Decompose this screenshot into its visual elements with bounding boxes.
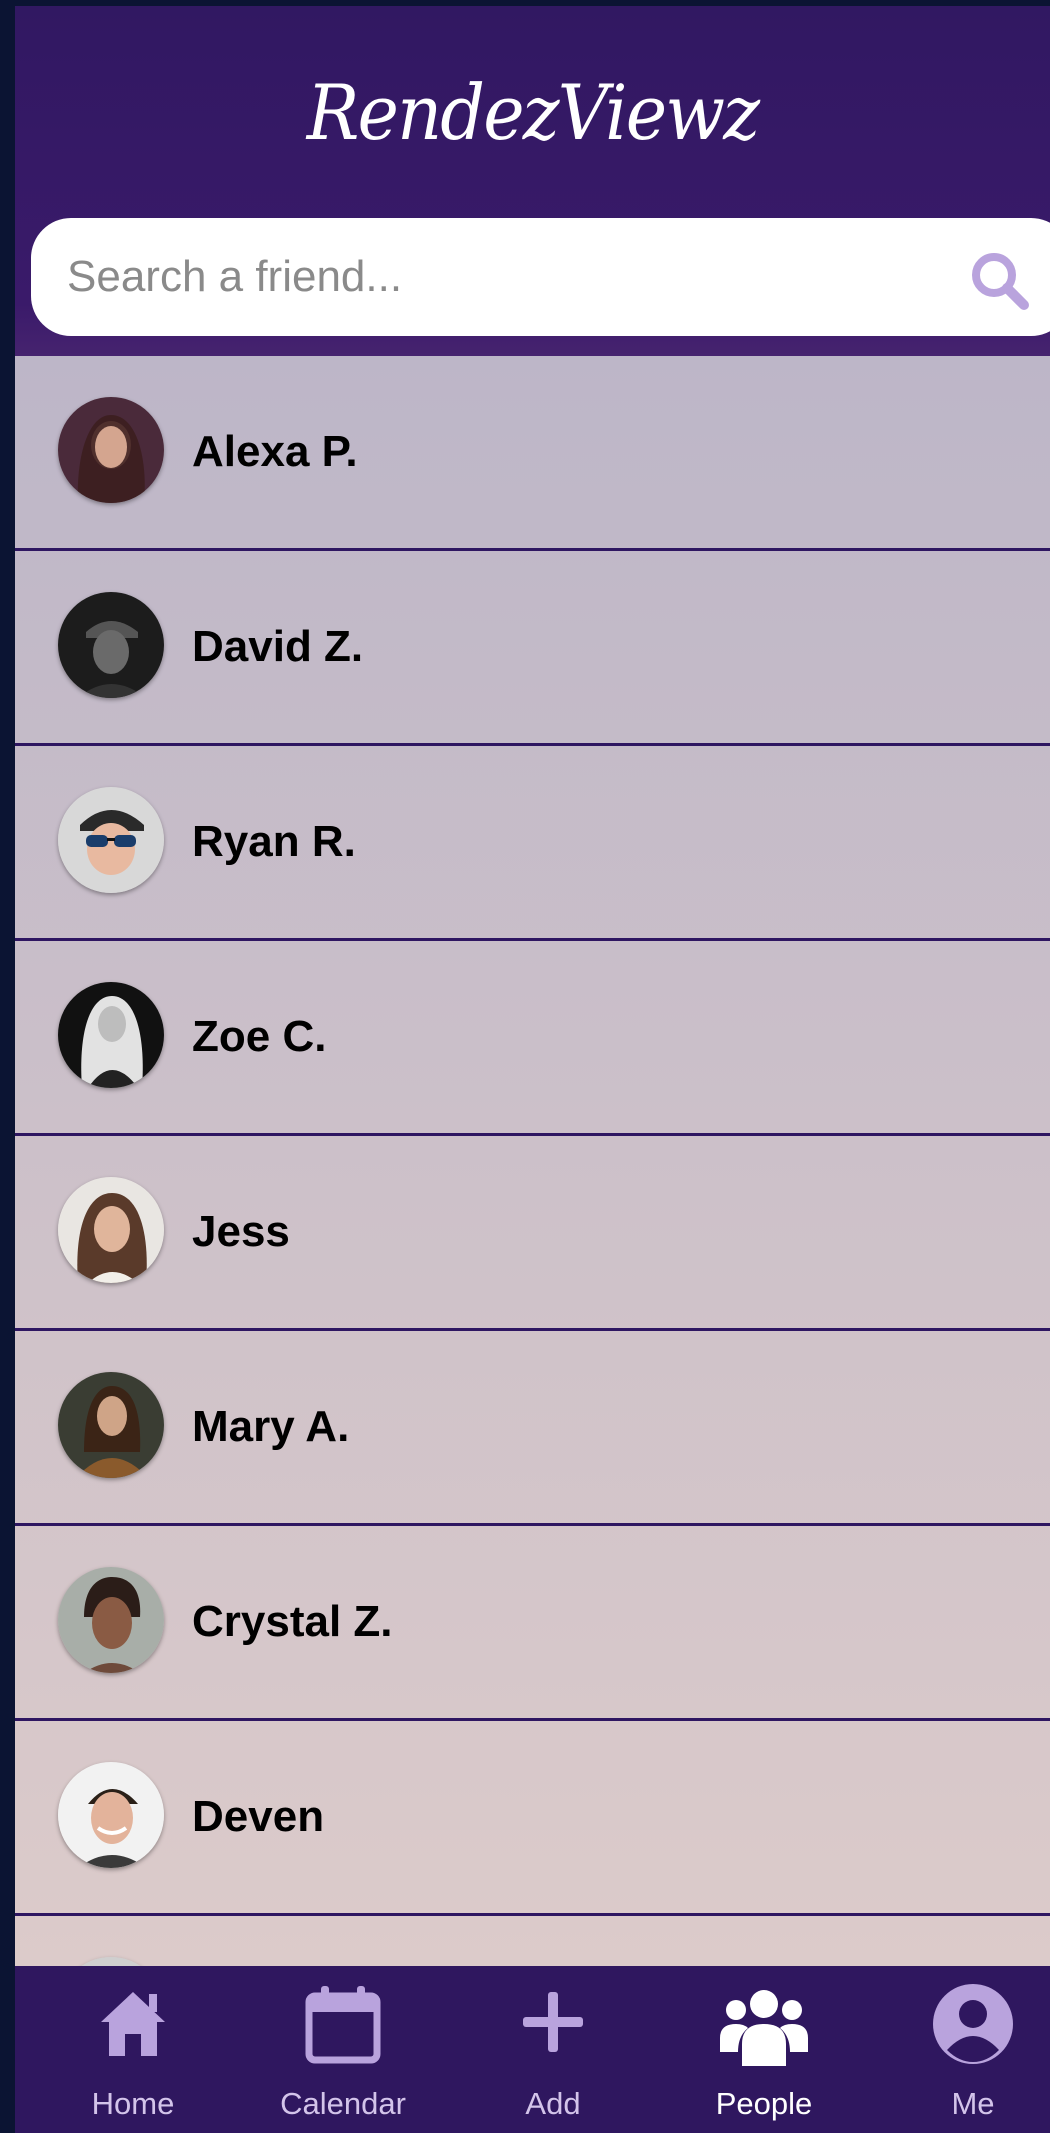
avatar xyxy=(58,1762,164,1868)
friend-row[interactable] xyxy=(15,1721,1050,1916)
friend-name: Jess xyxy=(192,1207,290,1256)
friend-row[interactable] xyxy=(15,941,1050,1136)
friend-row[interactable] xyxy=(15,1331,1050,1526)
friend-name: Crystal Z. xyxy=(192,1597,393,1646)
avatar xyxy=(58,1372,164,1478)
friend-name: Alexa P. xyxy=(192,427,358,476)
avatar xyxy=(58,397,164,503)
tab-people-label: People xyxy=(715,2086,813,2121)
tab-add-label: Add xyxy=(525,2086,581,2121)
avatar xyxy=(58,592,164,698)
plus-icon xyxy=(513,1982,593,2062)
tab-calendar-label: Calendar xyxy=(280,2086,406,2121)
search-icon[interactable] xyxy=(969,250,1031,312)
friend-name: David Z. xyxy=(192,622,364,671)
friend-name: Zoe C. xyxy=(192,1012,327,1061)
friend-list xyxy=(15,356,1050,1971)
friend-row[interactable] xyxy=(15,1136,1050,1331)
calendar-icon xyxy=(303,1982,383,2066)
avatar xyxy=(58,1567,164,1673)
friend-row[interactable] xyxy=(15,746,1050,941)
tab-home-label: Home xyxy=(91,2086,175,2121)
tab-me[interactable] xyxy=(883,1966,1050,2133)
people-icon xyxy=(716,1982,812,2066)
home-icon xyxy=(93,1982,173,2062)
app-screen xyxy=(15,6,1050,2133)
tab-me-label: Me xyxy=(951,2086,995,2121)
avatar xyxy=(58,1177,164,1283)
friend-row[interactable] xyxy=(15,1526,1050,1721)
tab-add[interactable] xyxy=(463,1966,643,2133)
tab-bar xyxy=(15,1966,1050,2133)
search-input[interactable] xyxy=(65,251,949,303)
friend-row[interactable] xyxy=(15,551,1050,746)
friend-row[interactable] xyxy=(15,356,1050,551)
tab-people[interactable] xyxy=(674,1966,854,2133)
friend-name: Ryan R. xyxy=(192,817,356,866)
friend-name: Deven xyxy=(192,1792,325,1841)
app-logo: RendezViewz xyxy=(306,68,759,157)
friend-name: Mary A. xyxy=(192,1402,350,1451)
header xyxy=(15,6,1050,356)
user-icon xyxy=(931,1982,1015,2066)
avatar xyxy=(58,787,164,893)
search-bar[interactable] xyxy=(31,218,1050,336)
tab-home[interactable] xyxy=(43,1966,223,2133)
avatar xyxy=(58,982,164,1088)
tab-calendar[interactable] xyxy=(253,1966,433,2133)
